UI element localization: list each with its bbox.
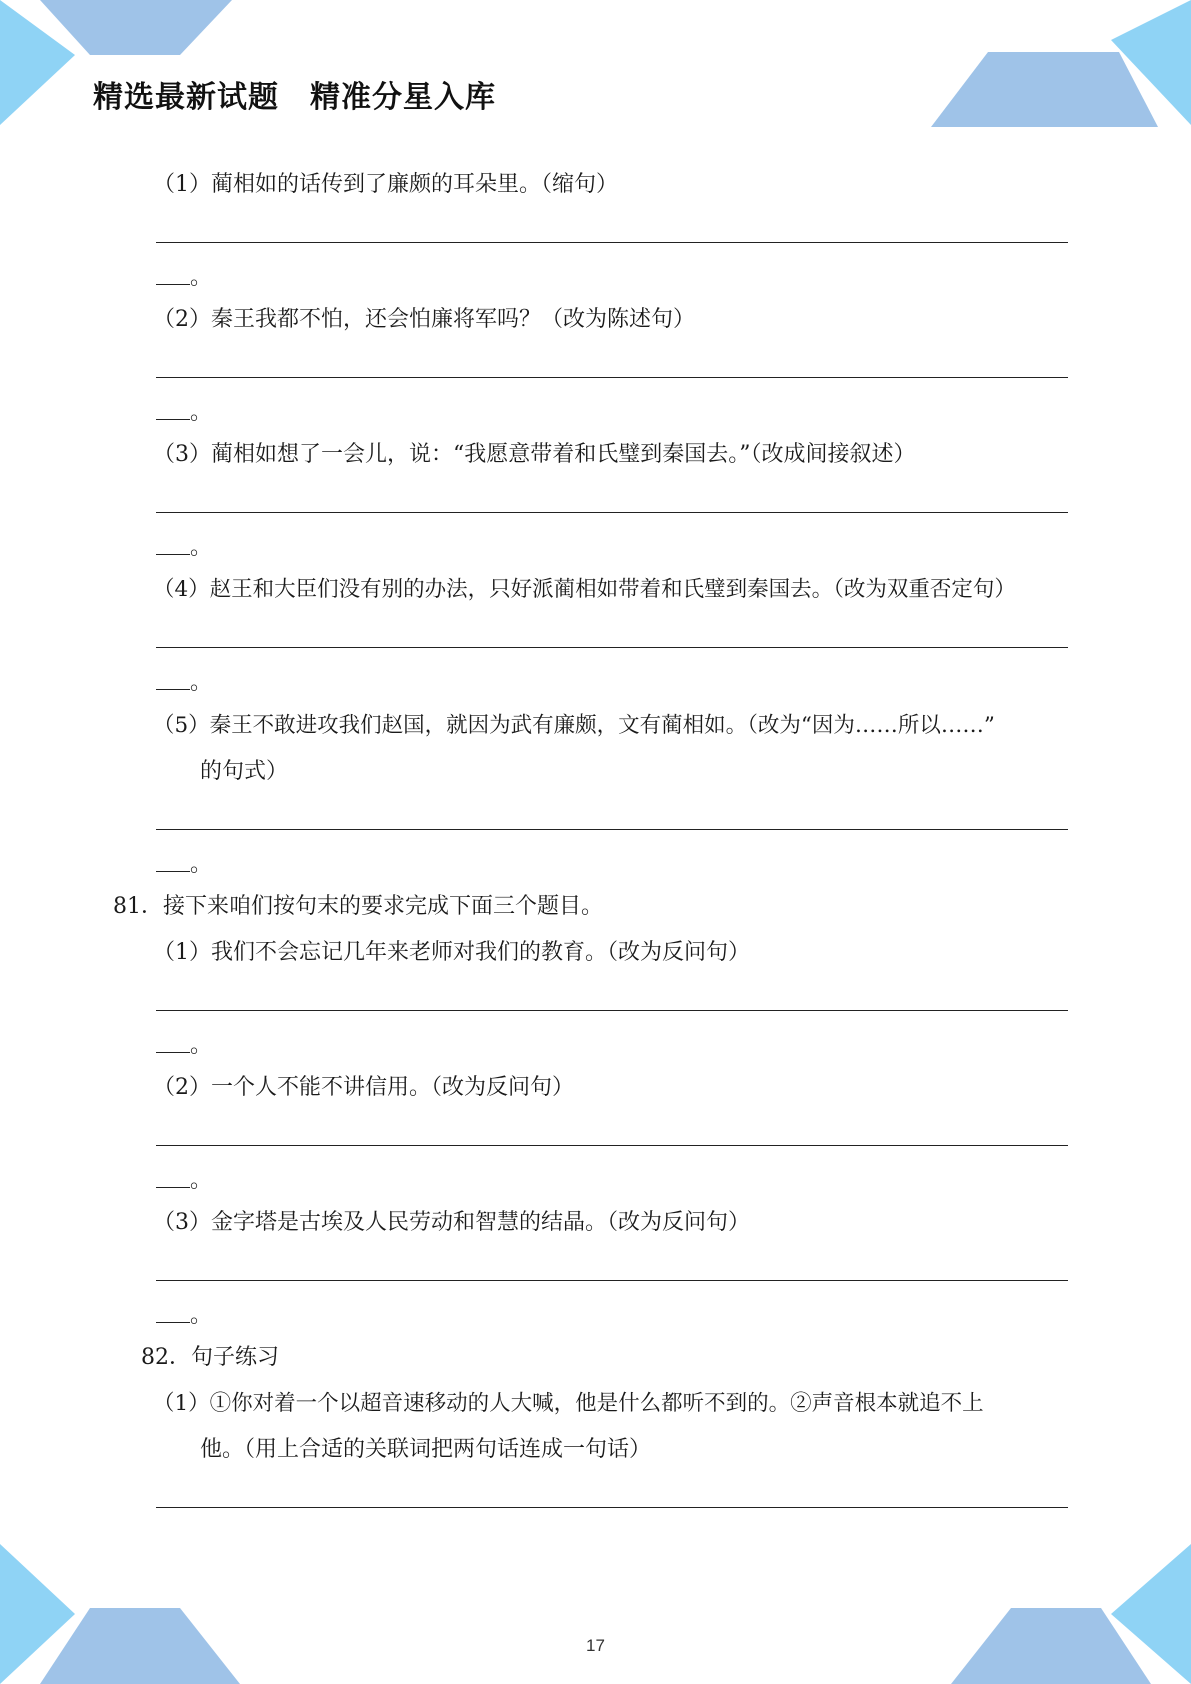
question-82-item-1: （1）①你对着一个以超音速移动的人大喊，他是什么都听不到的。②声音根本就追不上 [153, 1391, 984, 1416]
answer-line-end [156, 669, 212, 697]
period-mark: 。 [190, 670, 213, 695]
answer-line-end [156, 399, 212, 427]
answer-line-end [156, 1302, 212, 1330]
sub-question-5-continued: 的句式） [200, 759, 289, 784]
answer-line-end [156, 534, 212, 562]
page-number: 17 [586, 1636, 605, 1655]
question-82: 82．句子练习 [141, 1345, 279, 1370]
answer-line[interactable] [156, 1507, 1068, 1508]
period-mark: 。 [190, 400, 213, 425]
sub-question-4: （4）赵王和大臣们没有别的办法，只好派蔺相如带着和氏璧到秦国去。（改为双重否定句） [153, 577, 1016, 602]
question-82-item-1-continued: 他。（用上合适的关联词把两句话连成一句话） [200, 1437, 652, 1462]
answer-line[interactable] [156, 1280, 1068, 1281]
sub-question-5: （5）秦王不敢进攻我们赵国，就因为武有廉颇，文有蔺相如。（改为“因为……所以……” [153, 713, 995, 738]
answer-line[interactable] [156, 512, 1068, 513]
period-mark: 。 [190, 1168, 213, 1193]
sub-question-1: （1）蔺相如的话传到了廉颇的耳朵里。（缩句） [153, 172, 618, 197]
period-mark: 。 [190, 1303, 213, 1328]
bottom-left-decoration [0, 1544, 250, 1684]
question-81-item-3: （3）金字塔是古埃及人民劳动和智慧的结晶。（改为反问句） [153, 1210, 750, 1235]
answer-line[interactable] [156, 647, 1068, 648]
answer-line[interactable] [156, 1010, 1068, 1011]
answer-line-end [156, 1167, 212, 1195]
answer-line-end [156, 264, 212, 292]
answer-line-end [156, 851, 212, 879]
answer-line[interactable] [156, 1145, 1068, 1146]
answer-line[interactable] [156, 242, 1068, 243]
period-mark: 。 [190, 265, 213, 290]
period-mark: 。 [190, 1033, 213, 1058]
sub-question-2: （2）秦王我都不怕，还会怕廉将军吗？（改为陈述句） [153, 307, 695, 332]
answer-line-end [156, 1032, 212, 1060]
top-right-decoration [931, 0, 1191, 130]
question-81: 81．接下来咱们按句末的要求完成下面三个题目。 [113, 894, 603, 919]
question-81-item-2: （2）一个人不能不讲信用。（改为反问句） [153, 1075, 574, 1100]
bottom-right-decoration [941, 1544, 1191, 1684]
answer-line[interactable] [156, 829, 1068, 830]
question-81-item-1: （1）我们不会忘记几年来老师对我们的教育。（改为反问句） [153, 940, 750, 965]
period-mark: 。 [190, 535, 213, 560]
header-title: 精选最新试题 精准分星入库 [93, 80, 496, 115]
period-mark: 。 [190, 852, 213, 877]
answer-line[interactable] [156, 377, 1068, 378]
sub-question-3: （3）蔺相如想了一会儿，说：“我愿意带着和氏璧到秦国去。”（改成间接叙述） [153, 442, 916, 467]
